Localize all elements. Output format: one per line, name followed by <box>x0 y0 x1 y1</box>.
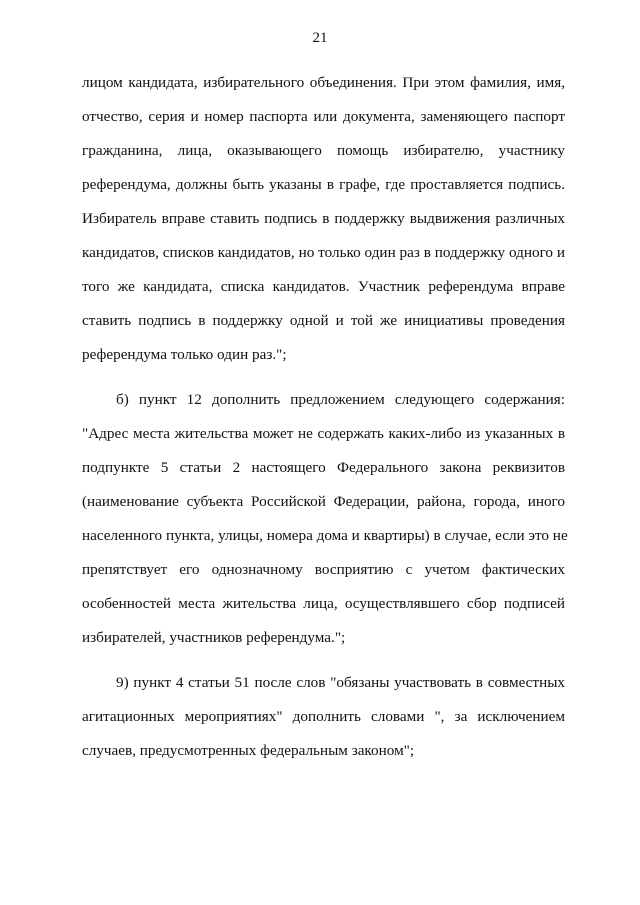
text-line: подпункте 5 статьи 2 настоящего Федерального закона реквизитов <box>82 459 565 476</box>
text-line: Избиратель вправе ставить подпись в поддержку выдвижения различных <box>82 210 565 227</box>
text-line: агитационных мероприятиях" дополнить словами ", за исключением <box>82 708 565 725</box>
text-line: того же кандидата, списка кандидатов. Участник референдума вправе <box>82 278 565 295</box>
text-line: избирателей, участников референдума."; <box>82 629 346 646</box>
text-line: отчество, серия и номер паспорта или документа, заменяющего паспорт <box>82 108 565 125</box>
text-line: (наименование субъекта Российской Федерации, района, города, иного <box>82 493 565 510</box>
text-line: кандидатов, списков кандидатов, но только один раз в поддержку одного и <box>82 244 565 261</box>
text-line: б) пункт 12 дополнить предложением следующего содержания: <box>116 391 565 408</box>
paragraph-spacing <box>82 372 565 383</box>
paragraph-continuation <box>82 66 565 372</box>
text-line: гражданина, лица, оказывающего помощь избирателю, участнику <box>82 142 565 159</box>
text-line: референдума, должны быть указаны в графе, где проставляется подпись. <box>82 176 565 193</box>
document-body <box>82 66 568 768</box>
paragraph-item-9 <box>82 666 565 768</box>
text-line: "Адрес места жительства может не содержать каких-либо из указанных в <box>82 425 565 442</box>
text-line: случаев, предусмотренных федеральным законом"; <box>82 742 415 759</box>
text-line: 9) пункт 4 статьи 51 после слов "обязаны участвовать в совместных <box>116 674 565 691</box>
paragraph-spacing <box>82 655 565 666</box>
paragraph-item-b <box>82 383 568 655</box>
text-line: ставить подпись в поддержку одной и той же инициативы проведения <box>82 312 565 329</box>
page-number: 21 <box>312 30 328 46</box>
text-line: особенностей места жительства лица, осуществлявшего сбор подписей <box>82 595 565 612</box>
text-line: препятствует его однозначному восприятию с учетом фактических <box>82 561 565 578</box>
text-line: референдума только один раз."; <box>82 346 287 363</box>
text-line: населенного пункта, улицы, номера дома и квартиры) в случае, если это не <box>82 527 568 544</box>
text-line: лицом кандидата, избирательного объединения. При этом фамилия, имя, <box>82 74 565 91</box>
